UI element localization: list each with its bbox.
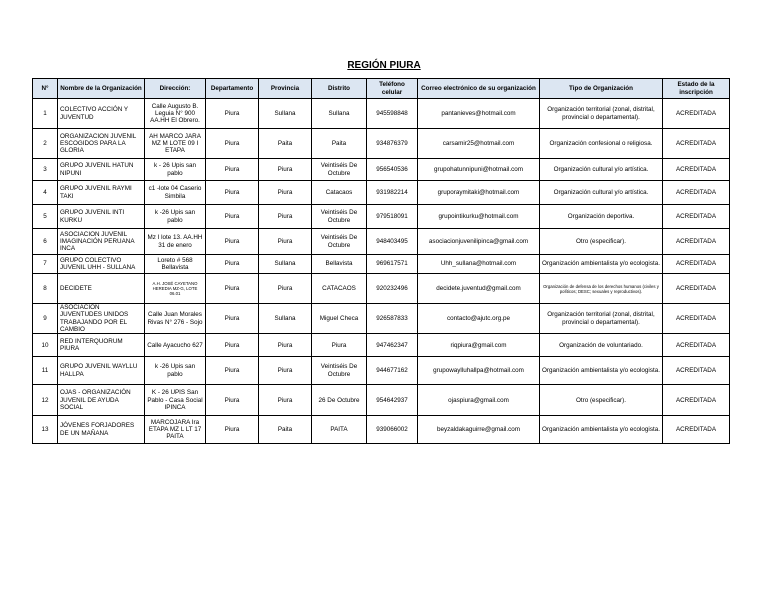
cell-email: grupohatunnipuni@hotmail.com <box>418 159 540 181</box>
cell-status: ACREDITADA <box>663 357 730 385</box>
cell-num: 1 <box>33 99 58 129</box>
cell-phone: 947462347 <box>367 334 418 357</box>
cell-num: 12 <box>33 385 58 416</box>
table-row <box>33 99 730 129</box>
cell-status: ACREDITADA <box>663 334 730 357</box>
header-phone: Teléfono celular <box>367 79 418 99</box>
cell-department: Piura <box>206 385 259 416</box>
cell-address: k - 26 Upis san pablo <box>145 159 206 181</box>
cell-num: 13 <box>33 416 58 444</box>
cell-email: decidete.juventud@gmail.com <box>418 274 540 304</box>
cell-address: Calle Ayacucho 627 <box>145 334 206 357</box>
cell-type: Organización ambientalista y/o ecologista. <box>540 416 663 444</box>
cell-name: GRUPO COLECTIVO JUVENIL UHH - SULLANA <box>58 255 145 274</box>
header-department: Departamento <box>206 79 259 99</box>
table-row <box>33 181 730 205</box>
cell-status: ACREDITADA <box>663 304 730 334</box>
cell-district: PAITA <box>312 416 367 444</box>
cell-name: DECIDETE <box>58 274 145 304</box>
cell-phone: 931982214 <box>367 181 418 205</box>
cell-department: Piura <box>206 229 259 255</box>
cell-province: Piura <box>259 334 312 357</box>
cell-status: ACREDITADA <box>663 255 730 274</box>
cell-type: Organización cultural y/o artística. <box>540 159 663 181</box>
cell-department: Piura <box>206 159 259 181</box>
header-province: Provincia <box>259 79 312 99</box>
cell-name: JÓVENES FORJADORES DE UN MAÑANA <box>58 416 145 444</box>
table-row <box>33 274 730 304</box>
cell-name: GRUPO JUVENIL WAYLLU HALLPA <box>58 357 145 385</box>
header-district: Distrito <box>312 79 367 99</box>
header-name: Nombre de la Organización <box>58 79 145 99</box>
cell-num: 4 <box>33 181 58 205</box>
cell-email: ojaspiura@gmail.com <box>418 385 540 416</box>
cell-email: asociacionjuvenilipinca@gmail.com <box>418 229 540 255</box>
cell-type: Organización cultural y/o artística. <box>540 181 663 205</box>
cell-status: ACREDITADA <box>663 205 730 229</box>
cell-status: ACREDITADA <box>663 129 730 159</box>
cell-address: Calle Augusto B. Leguia N° 900 AA.HH El Obrero. <box>145 99 206 129</box>
cell-department: Piura <box>206 304 259 334</box>
cell-province: Paita <box>259 129 312 159</box>
cell-num: 3 <box>33 159 58 181</box>
cell-phone: 920232496 <box>367 274 418 304</box>
cell-name: ORGANIZACION JUVENIL ESCOGIDOS PARA LA GLORIA <box>58 129 145 159</box>
cell-name: GRUPO JUVENIL RAYMI TAKI <box>58 181 145 205</box>
cell-name: RED INTERQUORUM PIURA <box>58 334 145 357</box>
cell-department: Piura <box>206 274 259 304</box>
cell-province: Piura <box>259 357 312 385</box>
cell-status: ACREDITADA <box>663 159 730 181</box>
cell-status: ACREDITADA <box>663 416 730 444</box>
cell-num: 11 <box>33 357 58 385</box>
table-row <box>33 385 730 416</box>
cell-district: Veintiséis De Octubre <box>312 357 367 385</box>
table-row <box>33 205 730 229</box>
cell-department: Piura <box>206 181 259 205</box>
cell-type: Organización ambientalista y/o ecologista. <box>540 255 663 274</box>
cell-name: GRUPO JUVENIL INTI KURKU <box>58 205 145 229</box>
cell-num: 8 <box>33 274 58 304</box>
cell-address: MARCOJARA Ira ETAPA MZ L LT 17 PAITA <box>145 416 206 444</box>
cell-address: Calle Juan Morales Rivas N° 276 - Sojo <box>145 304 206 334</box>
cell-province: Sullana <box>259 304 312 334</box>
cell-num: 7 <box>33 255 58 274</box>
cell-email: grupowaylluhallpa@hotmail.com <box>418 357 540 385</box>
cell-email: beyzaldakaguirre@gmail.com <box>418 416 540 444</box>
table-header-row <box>33 79 730 99</box>
cell-email: grupointikurku@hotmail.com <box>418 205 540 229</box>
cell-district: Miguel Checa <box>312 304 367 334</box>
cell-phone: 956540536 <box>367 159 418 181</box>
cell-department: Piura <box>206 416 259 444</box>
organizations-table <box>32 78 730 444</box>
cell-district: Bellavista <box>312 255 367 274</box>
cell-name: COLECTIVO ACCIÓN Y JUVENTUD <box>58 99 145 129</box>
cell-status: ACREDITADA <box>663 229 730 255</box>
cell-province: Piura <box>259 159 312 181</box>
cell-address: K - 26 UPIS San Pablo - Casa Social IPINCA <box>145 385 206 416</box>
cell-district: Veintiséis De Octubre <box>312 205 367 229</box>
cell-num: 2 <box>33 129 58 159</box>
cell-district: Veintiséis De Octubre <box>312 229 367 255</box>
table-row <box>33 416 730 444</box>
cell-num: 6 <box>33 229 58 255</box>
cell-province: Piura <box>259 205 312 229</box>
cell-type: Otro (especificar). <box>540 385 663 416</box>
cell-district: Piura <box>312 334 367 357</box>
cell-department: Piura <box>206 357 259 385</box>
cell-province: Piura <box>259 181 312 205</box>
cell-num: 5 <box>33 205 58 229</box>
cell-type: Organización territorial (zonal, distrital, provincial o departamental). <box>540 304 663 334</box>
cell-name: ASOCIACIÓN JUVENTUDES UNIDOS TRABAJANDO POR EL CAMBIO <box>58 304 145 334</box>
cell-province: Piura <box>259 274 312 304</box>
cell-status: ACREDITADA <box>663 274 730 304</box>
cell-phone: 954642937 <box>367 385 418 416</box>
cell-address: k -26 Upis san pablo <box>145 357 206 385</box>
cell-type: Organización de defensa de los derechos humanos (civiles y políticos; DESC; sexuales y reproductivos). <box>540 274 663 304</box>
cell-email: riqpiura@gmail.com <box>418 334 540 357</box>
cell-phone: 939066002 <box>367 416 418 444</box>
cell-district: Catacaos <box>312 181 367 205</box>
header-type: Tipo de Organización <box>540 79 663 99</box>
cell-status: ACREDITADA <box>663 385 730 416</box>
cell-department: Piura <box>206 129 259 159</box>
cell-type: Organización deportiva. <box>540 205 663 229</box>
cell-phone: 926587833 <box>367 304 418 334</box>
cell-name: ASOCIACION JUVENIL IMAGINACIÓN PERUANA INCA <box>58 229 145 255</box>
cell-department: Piura <box>206 255 259 274</box>
cell-email: pantanieves@hotmail.com <box>418 99 540 129</box>
cell-status: ACREDITADA <box>663 99 730 129</box>
cell-type: Organización ambientalista y/o ecologista. <box>540 357 663 385</box>
cell-type: Organización confesional o religiosa. <box>540 129 663 159</box>
cell-province: Sullana <box>259 99 312 129</box>
cell-phone: 945598848 <box>367 99 418 129</box>
cell-status: ACREDITADA <box>663 181 730 205</box>
cell-phone: 934876379 <box>367 129 418 159</box>
page-title: REGIÓN PIURA <box>347 60 421 71</box>
cell-district: Sullana <box>312 99 367 129</box>
table-row <box>33 229 730 255</box>
cell-phone: 969617571 <box>367 255 418 274</box>
cell-email: carsamir25@hotmail.com <box>418 129 540 159</box>
table-row <box>33 357 730 385</box>
table-row <box>33 159 730 181</box>
cell-phone: 979518091 <box>367 205 418 229</box>
cell-province: Piura <box>259 229 312 255</box>
header-address: Dirección: <box>145 79 206 99</box>
header-num: N° <box>33 79 58 99</box>
table-row <box>33 334 730 357</box>
cell-department: Piura <box>206 205 259 229</box>
cell-num: 10 <box>33 334 58 357</box>
cell-district: Veintiséis De Octubre <box>312 159 367 181</box>
header-status: Estado de la inscripción <box>663 79 730 99</box>
cell-address: A.H. JOSÉ CAYETANO HEREDIA MZ-G, LOTE 06.01 <box>145 274 206 304</box>
cell-district: CATACAOS <box>312 274 367 304</box>
cell-num: 9 <box>33 304 58 334</box>
cell-name: OJAS - ORGANIZACIÓN JUVENIL DE AYUDA SOCIAL <box>58 385 145 416</box>
cell-email: Uhh_sullana@hotmail.com <box>418 255 540 274</box>
cell-department: Piura <box>206 334 259 357</box>
cell-phone: 944677162 <box>367 357 418 385</box>
cell-department: Piura <box>206 99 259 129</box>
cell-province: Paita <box>259 416 312 444</box>
table-row <box>33 255 730 274</box>
cell-name: GRUPO JUVENIL HATUN NIPUNI <box>58 159 145 181</box>
header-email: Correo electrónico de su organización <box>418 79 540 99</box>
cell-address: Loreto # 568 Bellavista <box>145 255 206 274</box>
cell-district: Paita <box>312 129 367 159</box>
table-row <box>33 129 730 159</box>
cell-address: Mz I lote 13. AA.HH 31 de enero <box>145 229 206 255</box>
cell-province: Piura <box>259 385 312 416</box>
cell-type: Organización de voluntariado. <box>540 334 663 357</box>
cell-address: AH MARCO JARA MZ M LOTE 09 I ETAPA <box>145 129 206 159</box>
cell-address: c1 -lote 04 Caserio Simbila <box>145 181 206 205</box>
cell-type: Otro (especificar). <box>540 229 663 255</box>
table-row <box>33 304 730 334</box>
cell-address: k -26 Upis san pablo <box>145 205 206 229</box>
cell-phone: 948403495 <box>367 229 418 255</box>
cell-district: 26 De Octubre <box>312 385 367 416</box>
cell-province: Sullana <box>259 255 312 274</box>
cell-type: Organización territorial (zonal, distrital, provincial o departamental). <box>540 99 663 129</box>
cell-email: contacto@ajutc.org.pe <box>418 304 540 334</box>
cell-email: gruporaymitaki@hotmail.com <box>418 181 540 205</box>
